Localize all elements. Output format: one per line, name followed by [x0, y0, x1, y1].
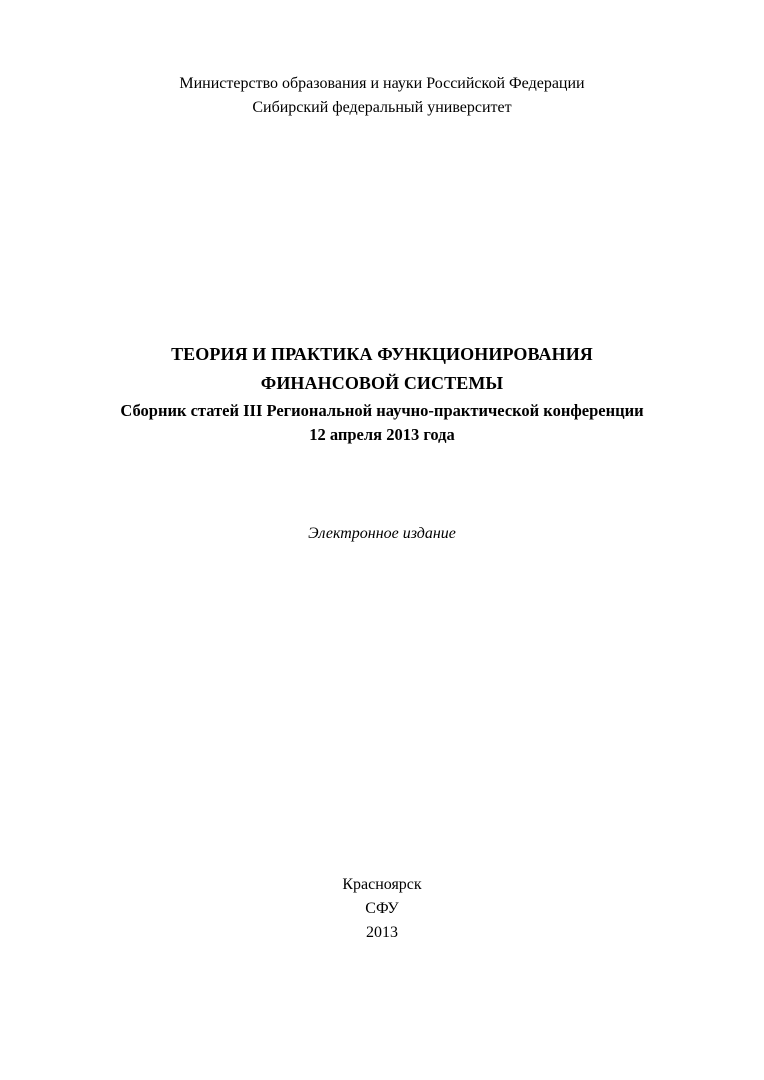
edition-label: Электронное издание	[308, 525, 456, 542]
university-name: Сибирский федеральный университет	[252, 99, 512, 116]
title-line-1: ТЕОРИЯ И ПРАКТИКА ФУНКЦИОНИРОВАНИЯ	[171, 344, 593, 364]
collection-subtitle: Сборник статей III Региональной научно-практической конференции	[120, 401, 644, 420]
imprint-publisher: СФУ	[365, 900, 399, 917]
imprint-city: Красноярск	[342, 876, 422, 893]
title-line-2: ФИНАНСОВОЙ СИСТЕМЫ	[260, 373, 504, 393]
imprint-year: 2013	[366, 924, 398, 941]
conference-date: 12 апреля 2013 года	[309, 425, 455, 444]
ministry-name: Министерство образования и науки Российской Федерации	[179, 75, 585, 92]
